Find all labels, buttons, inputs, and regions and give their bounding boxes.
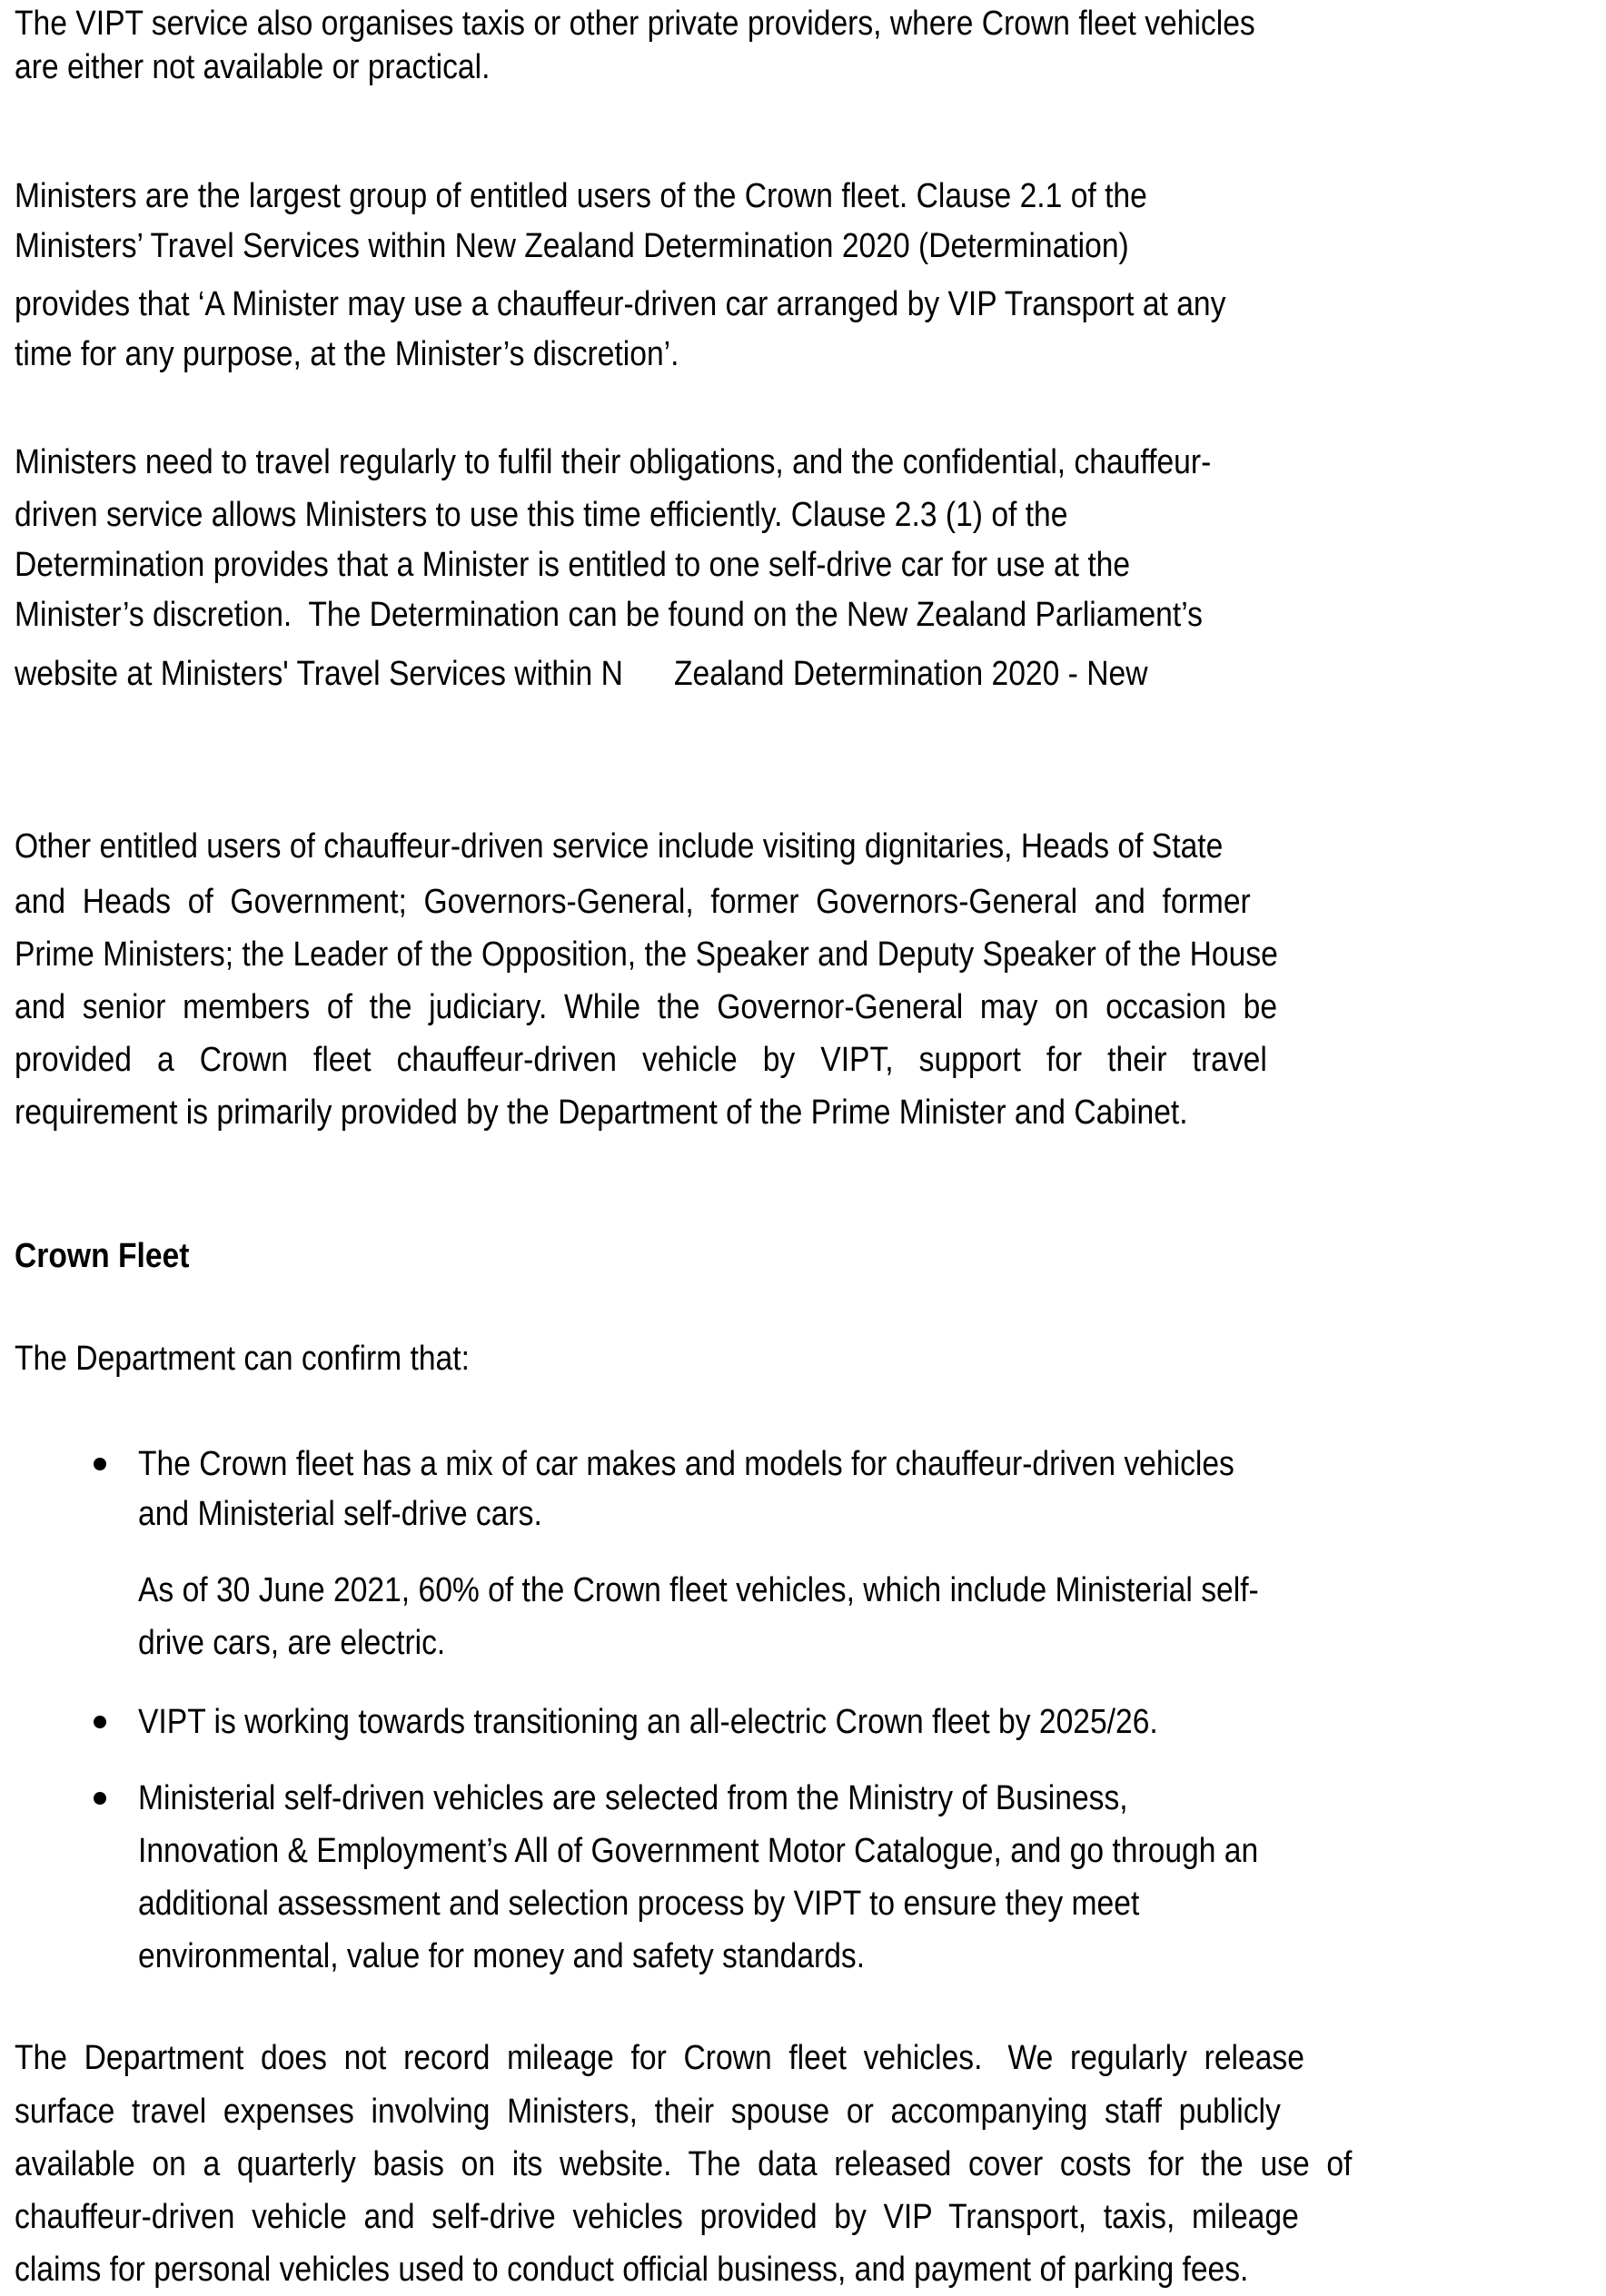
bullet-electric-share-line: drive cars, are electric. [138, 1623, 446, 1662]
paragraph-other-users-line: requirement is primarily provided by the Department of the Prime Minister and Cabinet. [15, 1094, 1188, 1133]
paragraph-mileage-line: The Department does not record mileage for Crown fleet vehicles. We regularly release [15, 2039, 1304, 2078]
paragraph-mileage-line: chauffeur-driven vehicle and self-drive vehicles provided by VIP Transport, taxis, mileage [15, 2197, 1299, 2236]
paragraph-ministers-entitled-line: Ministers are the largest group of entitled users of the Crown fleet. Clause 2.1 of the [15, 177, 1147, 215]
intro-text-line: The Department can confirm that: [15, 1339, 470, 1378]
section-heading-line: Crown Fleet [15, 1237, 190, 1276]
paragraph-mileage-line: claims for personal vehicles used to conduct official business, and payment of parking fees. [15, 2250, 1249, 2289]
paragraph-ministers-travel-line: Determination provides that a Minister is entitled to one self-drive car for use at the [15, 546, 1131, 585]
paragraph-other-users-line: and Heads of Government; Governors-General, former Governors-General and former [15, 882, 1251, 921]
bullet-icon [94, 1458, 106, 1470]
paragraph-ministers-entitled-line: provides that ‘A Minister may use a chauffeur-driven car arranged by VIP Transport at any [15, 285, 1226, 324]
paragraph-mileage-line: surface travel expenses involving Ministers, their spouse or accompanying staff publicly [15, 2092, 1281, 2131]
paragraph-other-users-line: Prime Ministers; the Leader of the Opposition, the Speaker and Deputy Speaker of the House [15, 935, 1278, 975]
bullet-icon [94, 1716, 106, 1728]
bullet-fleet-mix-line: and Ministerial self-drive cars. [138, 1494, 542, 1533]
bullet-selection-line: Ministerial self-driven vehicles are selected from the Ministry of Business, [138, 1778, 1128, 1817]
bullet-selection-line: additional assessment and selection process by VIPT to ensure they meet [138, 1884, 1140, 1923]
paragraph-vipt-taxis-line: are either not available or practical. [15, 48, 491, 87]
paragraph-ministers-travel-line: website at Ministers' Travel Services within N Zealand Determination 2020 - New [15, 654, 1148, 693]
paragraph-ministers-entitled-line: Ministers’ Travel Services within New Zealand Determination 2020 (Determination) [15, 226, 1129, 265]
paragraph-ministers-travel-line: driven service allows Ministers to use this time efficiently. Clause 2.3 (1) of the [15, 496, 1068, 535]
paragraph-ministers-travel-line: Ministers need to travel regularly to fulfil their obligations, and the confidential, chauffeur- [15, 443, 1212, 482]
paragraph-vipt-taxis-line: The VIPT service also organises taxis or other private providers, where Crown fleet vehicles [15, 4, 1255, 43]
paragraph-other-users-line: provided a Crown fleet chauffeur-driven vehicle by VIPT, support for their travel [15, 1041, 1267, 1080]
paragraph-ministers-travel-line: Minister’s discretion. The Determination can be found on the New Zealand Parliament’s [15, 596, 1203, 635]
bullet-icon [94, 1792, 106, 1805]
bullet-selection-line: environmental, value for money and safety standards. [138, 1936, 866, 1975]
bullet-fleet-mix-line: The Crown fleet has a mix of car makes and models for chauffeur-driven vehicles [138, 1445, 1234, 1483]
bullet-selection-line: Innovation & Employment’s All of Government Motor Catalogue, and go through an [138, 1831, 1259, 1870]
bullet-transition-line: VIPT is working towards transitioning an all-electric Crown fleet by 2025/26. [138, 1702, 1158, 1741]
paragraph-mileage-line: available on a quarterly basis on its website. The data released cover costs for the use of [15, 2144, 1353, 2183]
bullet-electric-share-line: As of 30 June 2021, 60% of the Crown fleet vehicles, which include Ministerial self- [138, 1570, 1259, 1609]
paragraph-ministers-entitled-line: time for any purpose, at the Minister’s discretion’. [15, 335, 679, 374]
paragraph-other-users-line: Other entitled users of chauffeur-driven service include visiting dignitaries, Heads of State [15, 826, 1224, 866]
paragraph-other-users-line: and senior members of the judiciary. While the Governor-General may on occasion be [15, 988, 1278, 1027]
